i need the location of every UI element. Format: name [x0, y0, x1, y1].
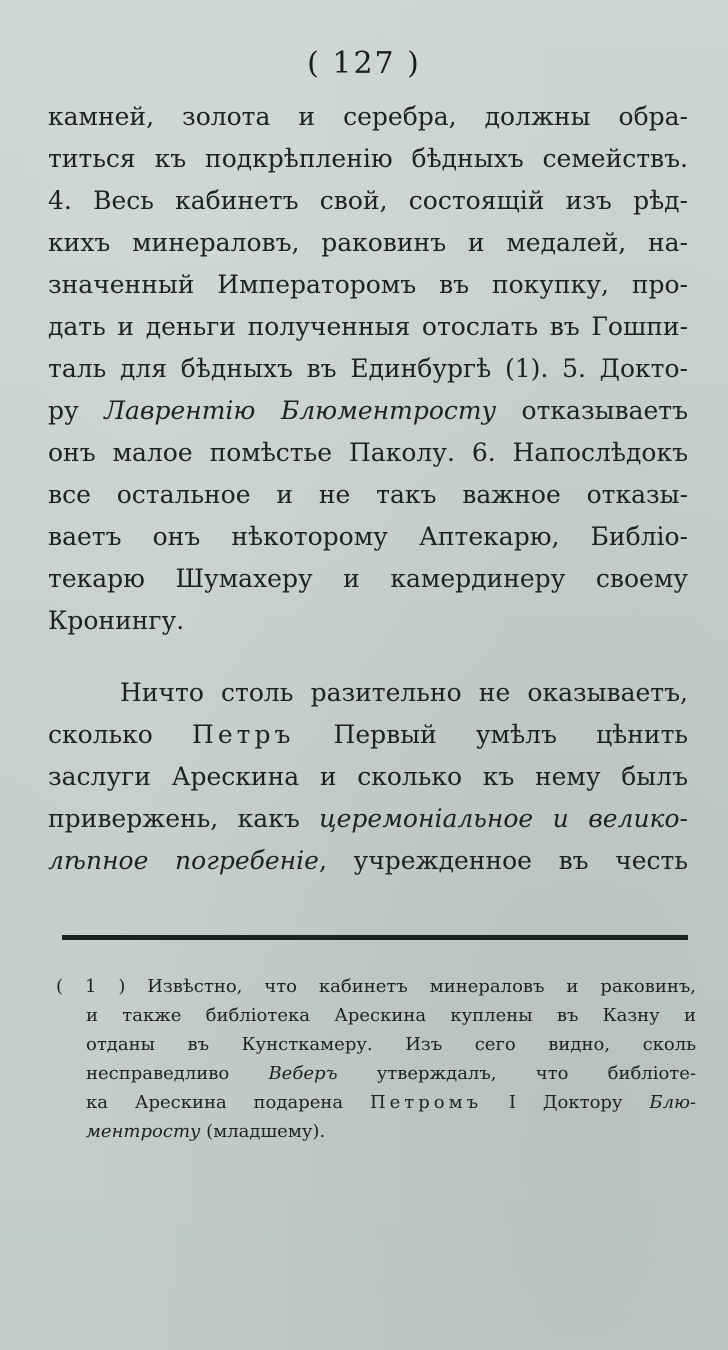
text-line	[48, 390, 688, 432]
italic-phrase: церемоніальное и велико-	[319, 804, 688, 833]
text-line: заслуги Арескина и сколько къ нему былъ	[48, 762, 688, 791]
spaced-name: Петромъ	[369, 1092, 483, 1113]
text-line	[48, 840, 688, 882]
text-line: ваетъ онъ нѣкоторому Аптекарю, Библіо-	[48, 522, 688, 551]
text-line: все остальное и не такъ важное отказы-	[48, 480, 688, 509]
footnote-line	[56, 1088, 696, 1117]
text-segment: Первый умѣлъ цѣнить	[294, 720, 689, 749]
text-line: текарю Шумахеру и камердинеру своему	[48, 564, 688, 593]
text-segment: ка Арескина подарена	[86, 1092, 370, 1113]
italic-phrase: лѣпное погребеніе	[48, 846, 319, 875]
text-line: онъ малое помѣстье Паколу. 6. Напослѣдокъ	[48, 438, 688, 467]
text-line	[48, 714, 688, 756]
text-segment: сколько	[48, 720, 193, 749]
text-line: Кронингу.	[48, 606, 185, 635]
italic-name: Лаврентію Блюментросту	[104, 396, 497, 425]
footnote-line	[56, 1117, 696, 1146]
text-segment: несправедливо	[86, 1063, 269, 1084]
text-line: титься къ подкрѣпленію бѣдныхъ семействъ.	[48, 144, 688, 173]
text-segment: (младшему).	[200, 1121, 326, 1142]
text-line: 4. Весь кабинетъ свой, состоящій изъ рѣд-	[48, 186, 688, 215]
text-line: камней, золота и серебра, должны обра-	[48, 102, 688, 131]
italic-name: ментросту	[86, 1121, 201, 1142]
text-line: Ничто столь разительно не оказываетъ,	[120, 678, 688, 707]
footnote-line	[56, 1059, 696, 1088]
text-segment: утверждалъ, что библіоте-	[337, 1063, 696, 1084]
text-segment: отказываетъ	[496, 396, 689, 425]
footnote-line: и также библіотека Арескина куплены въ Казну и	[86, 1005, 696, 1026]
spaced-name: Петръ	[192, 720, 295, 749]
footnote-rule	[62, 935, 688, 940]
text-line: значенный Императоромъ въ покупку, про-	[48, 270, 688, 299]
page-number: ( 127 )	[307, 46, 421, 81]
text-line: кихъ минераловъ, раковинъ и медалей, на-	[48, 228, 688, 257]
text-line: дать и деньги полученныя отослать въ Гошпи-	[48, 312, 688, 341]
paragraph-gap	[48, 642, 688, 672]
italic-name: Веберъ	[268, 1063, 338, 1084]
text-line: таль для бѣдныхъ въ Единбургѣ (1). 5. Докто-	[48, 354, 688, 383]
footnote-line: ( 1 ) Извѣстно, что кабинетъ минераловъ и раковинъ,	[56, 976, 696, 997]
footnote-line: отданы въ Кунсткамеру. Изъ сего видно, сколь	[86, 1034, 696, 1055]
text-line	[48, 798, 688, 840]
italic-name: Блю-	[649, 1092, 696, 1113]
text-segment: I Доктору	[482, 1092, 650, 1113]
text-segment: привержень, какъ	[48, 804, 320, 833]
main-text	[48, 96, 688, 882]
text-segment: ру	[48, 396, 105, 425]
footnote	[56, 972, 696, 1146]
text-segment: , учрежденное въ честь	[318, 846, 689, 875]
